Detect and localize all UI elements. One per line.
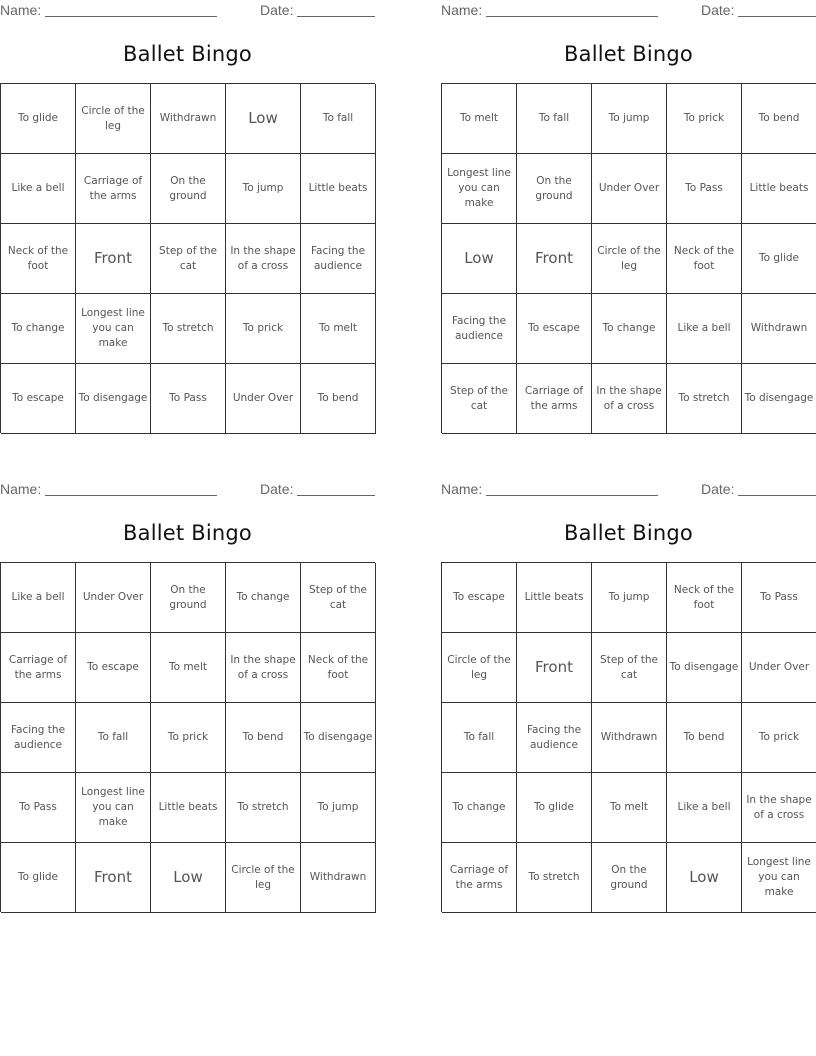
bingo-cell: Circle of the leg: [592, 224, 667, 294]
bingo-cell: To glide: [517, 773, 592, 843]
bingo-cell: To Pass: [151, 364, 226, 434]
bingo-cell: Front: [517, 633, 592, 703]
bingo-cell: To bend: [301, 364, 376, 434]
bingo-cell: Withdrawn: [592, 703, 667, 773]
bingo-cell: Under Over: [742, 633, 816, 703]
bingo-cell: To bend: [667, 703, 742, 773]
date-field: [738, 16, 816, 17]
bingo-cell: Like a bell: [667, 294, 742, 364]
bingo-cell: Front: [517, 224, 592, 294]
bingo-cell: To fall: [442, 703, 517, 773]
bingo-cell: To melt: [592, 773, 667, 843]
date-label: Date:: [701, 2, 735, 18]
bingo-cell: Carriage of the arms: [517, 364, 592, 434]
bingo-cell: To jump: [592, 84, 667, 154]
bingo-cell: To prick: [226, 294, 301, 364]
date-label: Date:: [260, 2, 294, 18]
bingo-cell: Like a bell: [667, 773, 742, 843]
bingo-grid: [0, 562, 375, 912]
card-title: Ballet Bingo: [564, 521, 693, 545]
bingo-card-4: [441, 479, 816, 909]
bingo-cell: To stretch: [517, 843, 592, 913]
bingo-cell: On the ground: [517, 154, 592, 224]
bingo-cell: Circle of the leg: [76, 84, 151, 154]
bingo-cell: Facing the audience: [442, 294, 517, 364]
bingo-cell: To change: [1, 294, 76, 364]
bingo-cell: Step of the cat: [442, 364, 517, 434]
bingo-cell: Neck of the foot: [301, 633, 376, 703]
bingo-cell: Carriage of the arms: [76, 154, 151, 224]
bingo-cell: To glide: [742, 224, 816, 294]
bingo-cell: To melt: [151, 633, 226, 703]
bingo-cell: To jump: [301, 773, 376, 843]
bingo-cell: Facing the audience: [1, 703, 76, 773]
bingo-cell: Circle of the leg: [442, 633, 517, 703]
bingo-cell: To jump: [592, 563, 667, 633]
bingo-cell: Longest line you can make: [442, 154, 517, 224]
bingo-cell: Step of the cat: [592, 633, 667, 703]
name-field: [45, 495, 217, 496]
bingo-cell: Longest line you can make: [742, 843, 816, 913]
card-title: Ballet Bingo: [564, 42, 693, 66]
bingo-cell: To jump: [226, 154, 301, 224]
bingo-cell: Under Over: [226, 364, 301, 434]
bingo-cell: Like a bell: [1, 154, 76, 224]
card-header: [441, 481, 816, 499]
bingo-cell: Withdrawn: [742, 294, 816, 364]
bingo-cell: To prick: [667, 84, 742, 154]
card-title: Ballet Bingo: [123, 42, 252, 66]
bingo-cell: Under Over: [76, 563, 151, 633]
bingo-cell: To escape: [1, 364, 76, 434]
name-field: [45, 16, 217, 17]
bingo-cell: To prick: [151, 703, 226, 773]
bingo-cell: To escape: [76, 633, 151, 703]
bingo-cell: Neck of the foot: [667, 563, 742, 633]
bingo-cell: To Pass: [1, 773, 76, 843]
bingo-cell: Little beats: [301, 154, 376, 224]
bingo-cell: To fall: [301, 84, 376, 154]
bingo-cell: To stretch: [226, 773, 301, 843]
bingo-cell: Withdrawn: [301, 843, 376, 913]
bingo-cell: In the shape of a cross: [226, 224, 301, 294]
bingo-cell: On the ground: [592, 843, 667, 913]
bingo-cell: In the shape of a cross: [742, 773, 816, 843]
bingo-grid: [0, 83, 375, 433]
bingo-cell: Withdrawn: [151, 84, 226, 154]
bingo-cell: Carriage of the arms: [1, 633, 76, 703]
bingo-cell: Under Over: [592, 154, 667, 224]
name-label: Name:: [0, 2, 42, 18]
bingo-cell: Neck of the foot: [1, 224, 76, 294]
bingo-cell: Front: [76, 843, 151, 913]
bingo-cell: To stretch: [667, 364, 742, 434]
bingo-cell: Front: [76, 224, 151, 294]
bingo-cell: To fall: [517, 84, 592, 154]
bingo-cell: To bend: [742, 84, 816, 154]
name-label: Name:: [441, 2, 483, 18]
bingo-cell: To escape: [517, 294, 592, 364]
bingo-card-3: [0, 479, 375, 909]
bingo-cell: On the ground: [151, 563, 226, 633]
bingo-cell: To glide: [1, 843, 76, 913]
bingo-card-2: [441, 0, 816, 430]
date-label: Date:: [701, 481, 735, 497]
bingo-cell: In the shape of a cross: [592, 364, 667, 434]
bingo-cell: To disengage: [76, 364, 151, 434]
bingo-cell: Little beats: [151, 773, 226, 843]
bingo-cell: To bend: [226, 703, 301, 773]
bingo-cell: To Pass: [742, 563, 816, 633]
card-title: Ballet Bingo: [123, 521, 252, 545]
bingo-cell: To disengage: [742, 364, 816, 434]
bingo-cell: Neck of the foot: [667, 224, 742, 294]
card-header: [441, 2, 816, 20]
bingo-cell: To disengage: [301, 703, 376, 773]
bingo-grid: [441, 83, 816, 433]
bingo-cell: To fall: [76, 703, 151, 773]
bingo-cell: Low: [226, 84, 301, 154]
bingo-cell: Step of the cat: [301, 563, 376, 633]
name-label: Name:: [0, 481, 42, 497]
date-label: Date:: [260, 481, 294, 497]
bingo-card-1: [0, 0, 375, 430]
name-field: [486, 16, 658, 17]
card-header: [0, 2, 375, 20]
bingo-grid: [441, 562, 816, 912]
date-field: [297, 16, 375, 17]
bingo-cell: In the shape of a cross: [226, 633, 301, 703]
bingo-cell: Low: [442, 224, 517, 294]
bingo-cell: Circle of the leg: [226, 843, 301, 913]
bingo-cell: To prick: [742, 703, 816, 773]
date-field: [738, 495, 816, 496]
bingo-cell: On the ground: [151, 154, 226, 224]
card-header: [0, 481, 375, 499]
bingo-cell: Facing the audience: [301, 224, 376, 294]
bingo-cell: To stretch: [151, 294, 226, 364]
bingo-cell: Little beats: [742, 154, 816, 224]
bingo-cell: To change: [592, 294, 667, 364]
bingo-cell: To glide: [1, 84, 76, 154]
bingo-cell: To melt: [442, 84, 517, 154]
bingo-cell: Low: [667, 843, 742, 913]
bingo-cell: To change: [442, 773, 517, 843]
name-field: [486, 495, 658, 496]
bingo-cell: To change: [226, 563, 301, 633]
date-field: [297, 495, 375, 496]
bingo-cell: To Pass: [667, 154, 742, 224]
bingo-cell: Low: [151, 843, 226, 913]
bingo-cell: Facing the audience: [517, 703, 592, 773]
bingo-cell: Little beats: [517, 563, 592, 633]
bingo-cell: To disengage: [667, 633, 742, 703]
bingo-cell: To melt: [301, 294, 376, 364]
bingo-cell: Longest line you can make: [76, 294, 151, 364]
bingo-cell: To escape: [442, 563, 517, 633]
bingo-cell: Carriage of the arms: [442, 843, 517, 913]
bingo-cell: Like a bell: [1, 563, 76, 633]
name-label: Name:: [441, 481, 483, 497]
bingo-cell: Step of the cat: [151, 224, 226, 294]
bingo-cell: Longest line you can make: [76, 773, 151, 843]
